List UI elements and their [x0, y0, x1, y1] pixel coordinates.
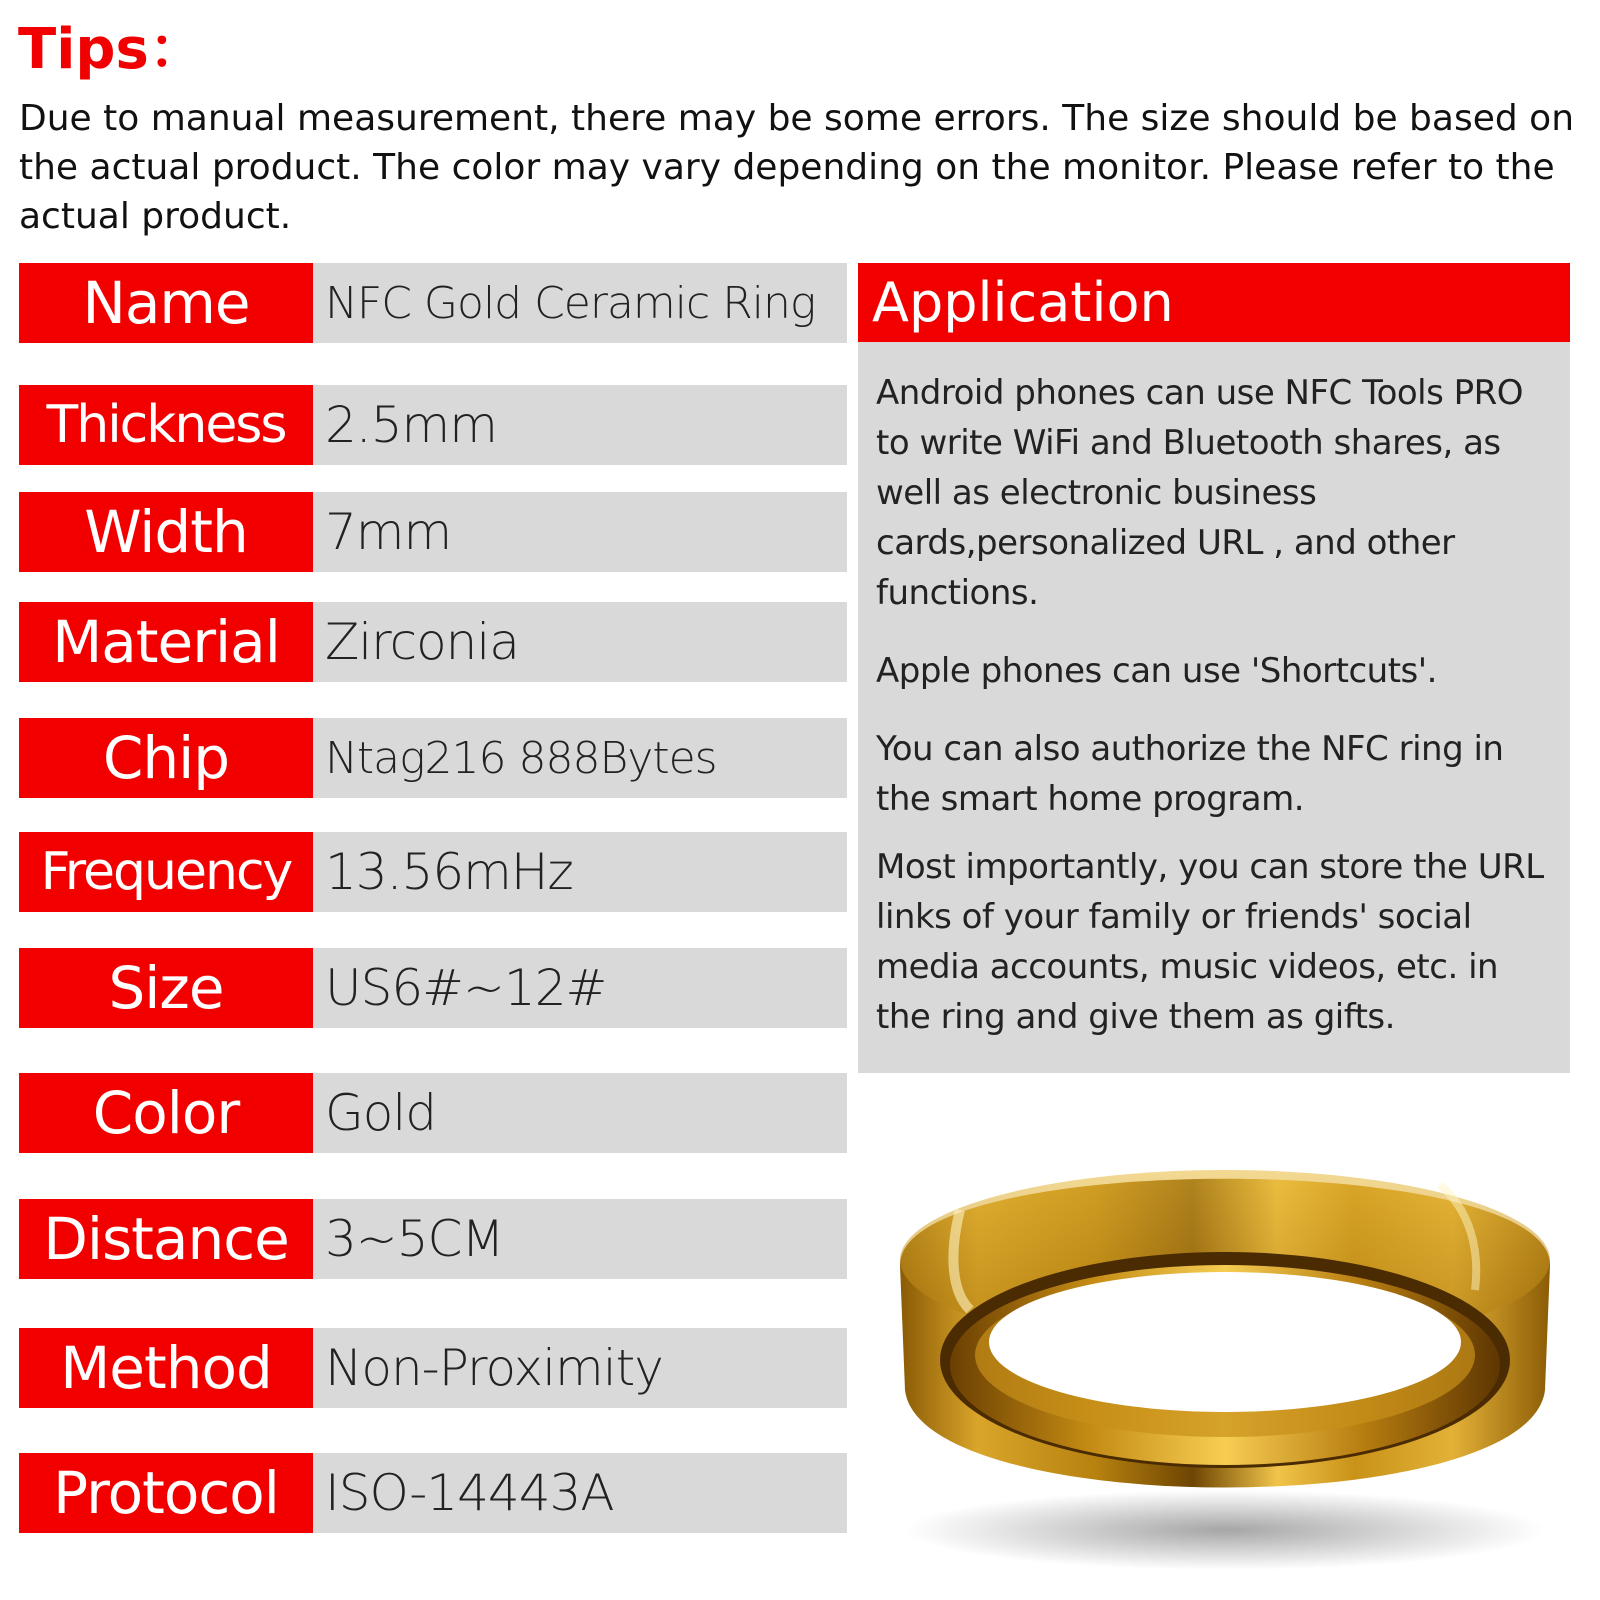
spec-value: Zirconia	[313, 602, 847, 682]
spec-row-width	[19, 492, 847, 572]
spec-label: Width	[19, 492, 313, 572]
spec-label: Chip	[19, 718, 313, 798]
spec-label: Distance	[19, 1199, 313, 1279]
application-paragraph: You can also authorize the NFC ring in the smart home program.	[876, 729, 1504, 819]
gold-ring-icon	[880, 1090, 1570, 1590]
application-panel	[858, 342, 1570, 1073]
spec-row-protocol	[19, 1453, 847, 1533]
application-paragraph: Most importantly, you can store the URL links of your family or friends' social media accounts, music videos, etc. in the ring and give them as gifts.	[876, 847, 1544, 1037]
spec-value: 3~5CM	[313, 1199, 847, 1279]
spec-row-size	[19, 948, 847, 1028]
gold-ring-image	[880, 1090, 1570, 1590]
spec-value: ISO-14443A	[313, 1453, 847, 1533]
spec-label: Name	[19, 263, 313, 343]
application-title: Application	[858, 263, 1570, 342]
tips-text: Due to manual measurement, there may be some errors. The size should be based on the actual product. The color may vary depending on the monitor. Please refer to the actual product.	[19, 98, 1575, 237]
spec-label: Material	[19, 602, 313, 682]
application-paragraph: Android phones can use NFC Tools PRO to write WiFi and Bluetooth shares, as well as electronic business cards,personalized URL , and other functions.	[876, 373, 1524, 613]
spec-value: US6#~12#	[313, 948, 847, 1028]
spec-row-distance	[19, 1199, 847, 1279]
spec-value: 2.5mm	[313, 385, 847, 465]
spec-label: Protocol	[19, 1453, 313, 1533]
spec-row-name	[19, 263, 847, 343]
spec-value: 7mm	[313, 492, 847, 572]
application-paragraph: Apple phones can use 'Shortcuts'.	[876, 651, 1437, 691]
spec-value: NFC Gold Ceramic Ring	[313, 263, 847, 343]
spec-label: Frequency	[19, 832, 313, 912]
spec-row-color	[19, 1073, 847, 1153]
spec-value: Non-Proximity	[313, 1328, 847, 1408]
spec-row-thickness	[19, 385, 847, 465]
spec-row-material	[19, 602, 847, 682]
spec-value: Ntag216 888Bytes	[313, 718, 847, 798]
spec-value: 13.56mHz	[313, 832, 847, 912]
spec-label: Size	[19, 948, 313, 1028]
spec-label: Thickness	[19, 385, 313, 465]
tips-title: Tips：	[18, 17, 205, 82]
spec-row-chip	[19, 718, 847, 798]
spec-row-method	[19, 1328, 847, 1408]
spec-label: Method	[19, 1328, 313, 1408]
spec-label: Color	[19, 1073, 313, 1153]
spec-row-frequency	[19, 832, 847, 912]
spec-value: Gold	[313, 1073, 847, 1153]
